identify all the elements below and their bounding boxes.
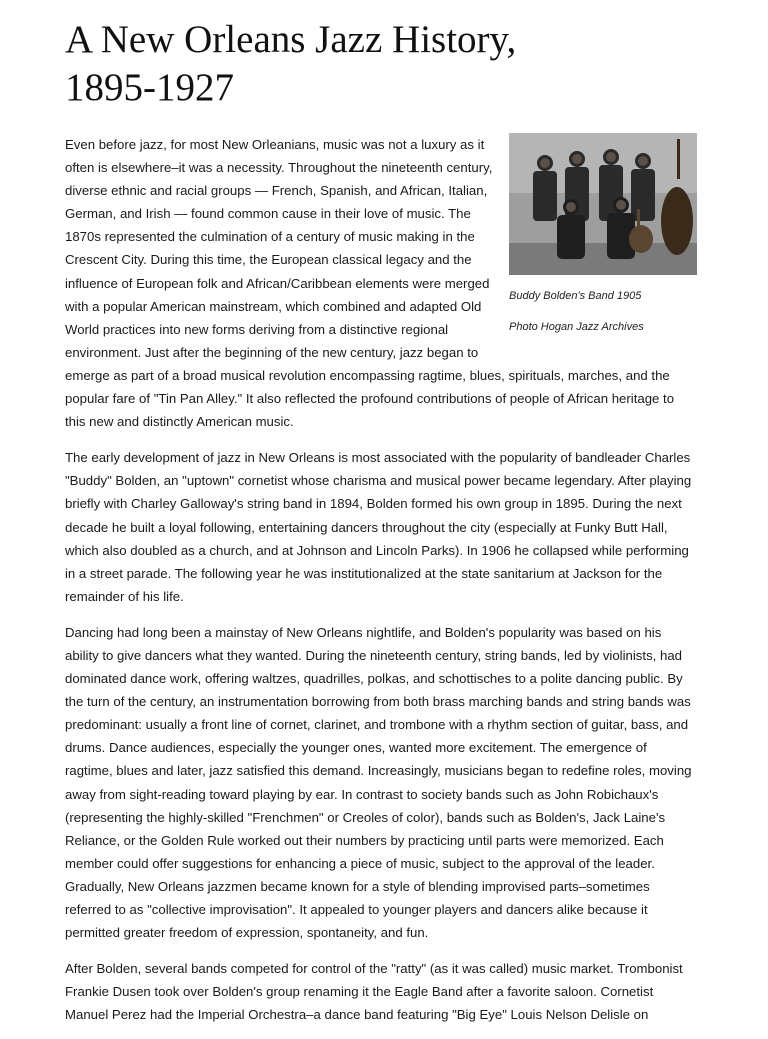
paragraph-4: After Bolden, several bands competed for control of the "ratty" (as it was called) music market. Trombonist Frankie Dusen took over Bolden's group renaming it the Eagle Band after a favorite saloon. Cornetist Manuel Perez had the Imperial Orchestra–a dance band featuring "Big Eye" Louis Nelson Delisle on [65,961,683,1023]
title-line-2: 1895-1927 [65,66,234,109]
photo-caption-credit: Photo Hogan Jazz Archives [509,321,644,333]
photo-caption [509,289,697,335]
article-body [65,133,697,1026]
paragraph-2: The early development of jazz in New Orleans is most associated with the popularity of bandleader Charles "Buddy" Bolden, an "uptown" cornetist whose charisma and musical power became legendary. After playing briefly with Charley Galloway's string band in 1894, Bolden formed his own group in 1895. During the next decade he built a loyal following, entertaining dancers throughout the city (especially at Funky Butt Hall, which also doubled as a church, and at Johnson and Lincoln Parks). In 1906 he collapsed while performing in a street parade. The following year he was institutionalized at the state sanitarium at Jackson for the remainder of his life. [65,450,692,604]
band-photo [509,133,697,275]
band-photo-illustration [509,133,697,275]
article-page [65,0,697,1039]
page-title [65,0,697,112]
photo-caption-title: Buddy Bolden's Band 1905 [509,290,642,302]
paragraph-1: Even before jazz, for most New Orleanians, music was not a luxury as it often is elsewhere–it was a necessity. Throughout the nineteenth century, diverse ethnic and racial groups — French, Spanish, and African, Italian, German, and Irish — found common cause in their love of music. The 1870s represented the culmination of a century of music making in the Crescent City. During this time, the European classical legacy and the influence of European folk and African/Caribbean elements were merged with a popular American mainstream, which combined and adapted Old World practices into new forms deriving from a distinctive regional environment. Just after the beginning of the new century, jazz began to emerge as part of a broad musical revolution encompassing ragtime, blues, spirituals, marches, and the popular fare of "Tin Pan Alley." It also reflected the profound contributions of people of African heritage to this new and distinctly American music. [65,137,675,430]
title-line-1: A New Orleans Jazz History, [65,18,517,61]
band-photo-figure [509,133,697,351]
paragraph-3: Dancing had long been a mainstay of New Orleans nightlife, and Bolden's popularity was based on his ability to give dancers what they wanted. During the nineteenth century, string bands, led by violinists, had dominated dance work, offering waltzes, quadrilles, polkas, and schottisches to a polite dancing public. By the turn of the century, an instrumentation borrowing from both brass marching bands and string bands was predominant: usually a front line of cornet, clarinet, and trombone with a rhythm section of guitar, bass, and drums. Dance audiences, especially the younger ones, wanted more excitement. The emergence of ragtime, blues and later, jazz satisfied this demand. Increasingly, musicians began to redefine roles, moving away from sight-reading toward playing by ear. In contrast to society bands such as John Robichaux's (representing the highly-skilled "Frenchmen" or Creoles of color), bands such as Bolden's, Jack Laine's Reliance, or the Golden Rule worked out their numbers by practicing until parts were memorized. Each member could offer suggestions for enhancing a piece of music, subject to the approval of the leader. Gradually, New Orleans jazzmen became known for a style of blending improvised parts–sometimes referred to as "collective improvisation". It appealed to younger players and dancers alike because it permitted greater freedom of expression, spontaneity, and fun. [65,624,692,941]
